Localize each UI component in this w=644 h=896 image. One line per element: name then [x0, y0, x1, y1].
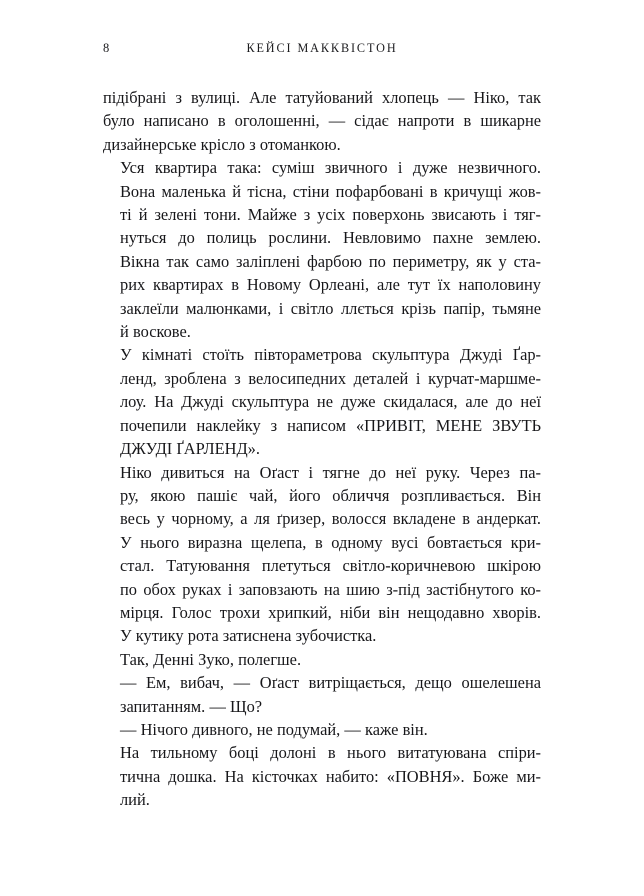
paragraph: [103, 86, 541, 156]
text-line: ті й зелені тони. Майже з усіх поверхонь звисають і тяг-: [120, 205, 541, 225]
text-line: почепили наклейку з написом «ПРИВІТ, МЕНЕ ЗВУТЬ: [120, 415, 541, 435]
text-line: У кутику рота затиснена зубочистка.: [120, 626, 377, 646]
text-line: рих квартирах в Новому Орлеані, але тут їх наполовину: [120, 275, 541, 295]
text-line: й воскове.: [120, 322, 191, 342]
body-text-block: [103, 86, 541, 812]
text-line: — Нічого дивного, не подумай, — каже він.: [120, 719, 428, 739]
paragraph: [103, 461, 541, 648]
text-line: лий.: [120, 790, 150, 810]
running-header: [103, 38, 541, 58]
text-line: Так, Денні Зуко, полегше.: [120, 649, 302, 669]
paragraph: [103, 718, 541, 741]
running-title: КЕЙСІ МАККВІСТОН: [246, 41, 398, 55]
text-line: по обох руках і заповзають на шию з-під застібнутого ко-: [120, 579, 541, 599]
page-number: 8: [103, 41, 110, 55]
paragraph: [103, 741, 541, 811]
text-line: На тильному боці долоні в нього витатуювана спіри-: [120, 743, 541, 763]
text-line: Вікна так само заліплені фарбою по периметру, як у ста-: [120, 251, 541, 271]
text-line: ру, якою пашіє чай, його обличчя розпливається. Він: [120, 485, 541, 505]
text-line: стал. Татуювання плетуться світло-коричневою шкірою: [120, 556, 541, 576]
text-line: підібрані з вулиці. Але татуйований хлопець — Ніко, так: [103, 88, 541, 107]
text-line: мірця. Голос трохи хрипкий, ніби він нещодавно хворів.: [120, 602, 541, 622]
text-line: Ніко дивиться на Оґаст і тягне до неї руку. Через па-: [120, 462, 541, 482]
text-line: запитанням. — Що?: [120, 696, 263, 716]
text-line: дизайнерське крісло з отоманкою.: [103, 134, 341, 154]
paragraph: [103, 648, 541, 671]
text-line: заклеїли малюнками, і світло ллється крізь папір, тьмяне: [120, 298, 541, 318]
text-line: Уся квартира така: суміш звичного і дуже незвичного.: [120, 158, 541, 178]
paragraph: [103, 671, 541, 718]
text-line: лоу. На Джуді скульптура не дуже скидалася, але до неї: [120, 392, 541, 412]
text-line: ДЖУДІ ҐАРЛЕНД».: [120, 439, 260, 459]
text-line: — Ем, вибач, — Оґаст витріщається, дещо ошелешена: [120, 673, 541, 693]
paragraph: [103, 343, 541, 460]
text-line: було написано в оголошенні, — сідає напроти в шикарне: [103, 111, 541, 131]
text-line: У кімнаті стоїть півтораметрова скульптура Джуді Ґар-: [120, 345, 541, 365]
text-line: Вона маленька й тісна, стіни пофарбовані в кричущі жов-: [120, 181, 541, 201]
paragraph: [103, 156, 541, 343]
text-line: ленд, зроблена з велосипедних деталей і курчат-маршме-: [120, 368, 541, 388]
text-line: У нього виразна щелепа, в одному вусі бовтається кри-: [120, 532, 541, 552]
text-line: тична дошка. На кісточках набито: «ПОВНЯ». Боже ми-: [120, 766, 541, 786]
text-line: нуться до полиць рослини. Невловимо пахне землею.: [120, 228, 541, 248]
text-line: весь у чорному, а ля ґризер, волосся вкладене в андеркат.: [120, 509, 541, 529]
